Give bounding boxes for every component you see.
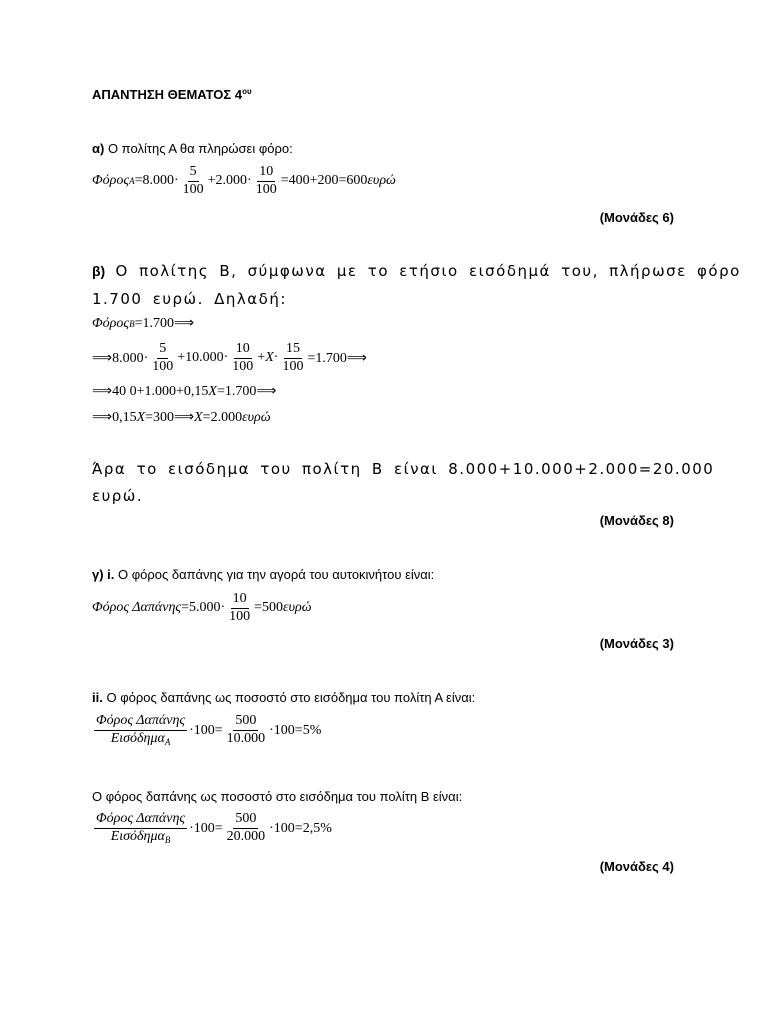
part-a-label: α)	[92, 141, 105, 156]
part-b-conclusion-2: ευρώ.	[92, 487, 144, 505]
part-c1-intro-text: Ο φόρος δαπάνης για την αγορά του αυτοκινήτου είναι:	[118, 567, 435, 582]
part-c1-label: γ) i.	[92, 567, 115, 582]
fraction-denominator: 100	[255, 181, 277, 197]
part-b-conclusion-1: Άρα το εισόδημα του πολίτη Β είναι 8.000+10.000+2.000=20.000	[92, 460, 715, 478]
part-b-eq2-x: X	[265, 350, 274, 366]
part-b-eq1-rest: =1.700⟹	[134, 316, 195, 331]
part-a-term-1: =8.000·	[134, 173, 179, 189]
fraction-numerator: Φόρος Δαπάνης	[94, 714, 187, 731]
part-b-eq2-fraction-2	[230, 342, 255, 374]
part-b-eq1-sub: B	[129, 318, 135, 329]
part-c2-eqa-den-text: Εισόδημα	[110, 730, 165, 746]
part-c2-eqa-lhs-fraction	[94, 714, 187, 747]
part-b-eq4-unit: ευρώ	[242, 409, 271, 425]
part-a-fraction-1	[181, 165, 206, 197]
part-a-lhs-sub: A	[129, 176, 135, 187]
part-b-eq4-c: =2.000	[202, 409, 243, 425]
fraction-numerator: 5	[157, 342, 168, 359]
part-b-eq4-x2: X	[194, 409, 203, 425]
fraction-numerator: 10	[231, 592, 249, 609]
part-b-eq2-fraction-3	[280, 342, 305, 374]
part-c2-eqa-t1: ·100=	[189, 722, 223, 738]
part-b-eq3-b: =1.700⟹	[216, 384, 277, 399]
fraction-denominator: 100	[152, 358, 174, 374]
fraction-numerator: 10	[257, 165, 275, 182]
part-b-equation-1	[92, 315, 194, 332]
part-b-label: β)	[92, 263, 106, 279]
part-a-intro	[92, 141, 293, 156]
part-a-unit: ευρώ	[367, 173, 396, 189]
fraction-denominator: 100	[232, 358, 254, 374]
fraction-numerator: 500	[233, 812, 258, 829]
part-b-eq4-a: ⟹0,15	[92, 410, 137, 425]
part-a-intro-text: Ο πολίτης Α θα πληρώσει φόρο:	[107, 141, 293, 156]
fraction-denominator: 100	[282, 358, 304, 374]
part-a-equation	[92, 165, 396, 197]
part-c2-intro-2: Ο φόρος δαπάνης ως ποσοστό στο εισόδημα του πολίτη Β είναι:	[92, 789, 463, 804]
part-c1-equation	[92, 592, 311, 624]
part-b-eq2-a: ⟹8.000·	[92, 350, 149, 366]
part-c2-equation-a	[92, 714, 321, 747]
part-a-fraction-2	[254, 165, 279, 197]
fraction-numerator: 500	[233, 714, 258, 731]
part-b-eq3-a: ⟹40 0+1.000+0,15	[92, 384, 209, 399]
part-b-eq2-b: +10.000·	[177, 350, 229, 366]
part-b-eq2-e: =1.700⟹	[307, 350, 367, 366]
part-c2-label: ii.	[92, 690, 103, 705]
part-c2-eqb-lhs-fraction	[94, 812, 187, 845]
part-a-lhs: Φόρος	[92, 173, 130, 189]
part-b-points: (Μονάδες 8)	[599, 513, 674, 528]
part-b-equation-2	[92, 342, 367, 374]
part-c1-fraction	[227, 592, 252, 624]
part-c1-lhs: Φόρος Δαπάνης	[92, 600, 182, 616]
part-a-points: (Μονάδες 6)	[599, 210, 674, 225]
part-c2-intro-text: Ο φόρος δαπάνης ως ποσοστό στο εισόδημα του πολίτη Α είναι:	[106, 690, 476, 705]
page-title	[92, 87, 252, 102]
fraction-denominator	[109, 731, 173, 747]
part-c2-eqb-den-sub: B	[164, 834, 171, 845]
fraction-numerator: 5	[188, 165, 199, 182]
part-b-eq2-d: ·	[273, 350, 279, 366]
part-c2-equation-b	[92, 812, 332, 845]
part-c2-eqb-t2: ·100=2,5%	[269, 820, 332, 836]
part-c2-eqb-den-text: Εισόδημα	[110, 828, 165, 844]
part-b-line-1	[92, 262, 741, 280]
fraction-numerator: 15	[284, 342, 302, 359]
page-title-sup: ου	[242, 87, 252, 96]
part-c2-eqa-t2: ·100=5%	[269, 722, 322, 738]
part-b-eq4-x1: X	[136, 409, 146, 425]
part-c1-intro	[92, 567, 434, 582]
part-c2-eqa-fraction	[225, 714, 268, 746]
part-b-line-2: 1.700 ευρώ. Δηλαδή:	[92, 290, 287, 308]
part-b-eq2-fraction-1	[150, 342, 175, 374]
part-c2-eqb-fraction	[225, 812, 268, 844]
fraction-denominator: 100	[182, 181, 204, 197]
part-c1-points: (Μονάδες 3)	[599, 636, 674, 651]
part-c1-term-1: =5.000·	[181, 600, 226, 616]
part-c2-eqa-den-sub: A	[164, 736, 171, 747]
part-b-equation-3	[92, 383, 276, 400]
part-c1-term-2: =500	[254, 600, 284, 616]
fraction-denominator: 100	[229, 608, 251, 624]
part-c2-points: (Μονάδες 4)	[599, 859, 674, 874]
part-b-eq4-b: =300⟹	[145, 410, 195, 425]
page-title-text: ΑΠΑΝΤΗΣΗ ΘΕΜΑΤΟΣ 4	[92, 87, 243, 102]
part-c1-unit: ευρώ	[283, 600, 312, 616]
part-b-eq1-lhs: Φόρος	[92, 315, 130, 331]
part-a-term-2: +2.000·	[207, 173, 252, 189]
part-b-line-1-text: Ο πολίτης Β, σύμφωνα με το ετήσιο εισόδημά του, πλήρωσε φόρο	[115, 262, 741, 280]
part-a-term-3: =400+200=600	[280, 173, 368, 189]
fraction-numerator: Φόρος Δαπάνης	[94, 812, 187, 829]
part-b-equation-4	[92, 409, 271, 426]
fraction-numerator: 10	[234, 342, 252, 359]
part-b-eq2-c: +	[257, 350, 266, 366]
fraction-denominator: 10.000	[226, 731, 266, 747]
part-c2-eqb-t1: ·100=	[189, 820, 223, 836]
fraction-denominator: 20.000	[226, 829, 266, 845]
fraction-denominator	[109, 829, 173, 845]
part-c2-intro	[92, 690, 475, 705]
part-b-eq3-x: X	[208, 383, 217, 399]
